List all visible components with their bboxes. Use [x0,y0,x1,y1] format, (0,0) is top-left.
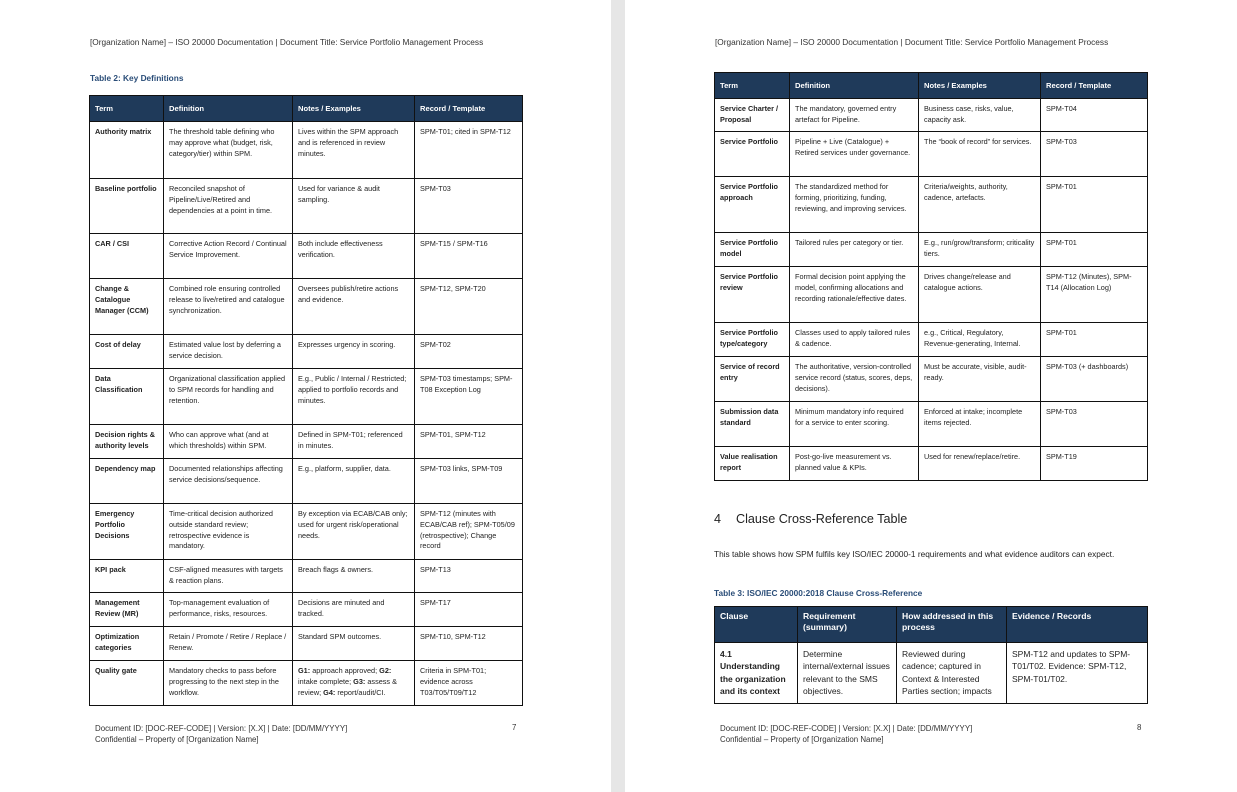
record-cell: SPM-T01 [1041,177,1148,233]
gate-text: approach approved; [310,666,380,675]
column-header-term: Term [715,73,790,99]
term-cell: Decision rights & authority levels [90,425,164,459]
gate-label: G4: [323,687,336,697]
term-cell: Service Portfolio model [715,233,790,267]
notes-cell: Defined in SPM-T01; referenced in minutes. [293,425,415,459]
definition-cell: Retain / Promote / Retire / Replace / Renew. [164,627,293,661]
definition-cell: Corrective Action Record / Continual Service Improvement. [164,234,293,279]
term-cell: Dependency map [90,459,164,504]
term-cell: Service Portfolio review [715,267,790,323]
notes-cell: Drives change/release and catalogue actions. [919,267,1041,323]
term-cell: Value realisation report [715,447,790,481]
notes-cell: By exception via ECAB/CAB only; used for urgent risk/operational needs. [293,504,415,560]
column-header-record: Record / Template [1041,73,1148,99]
table-row [90,661,523,706]
definition-cell: The mandatory, governed entry artefact for Pipeline. [790,99,919,132]
table-row [90,279,523,335]
section-number: 4 [714,512,722,526]
record-cell: SPM-T02 [415,335,523,369]
gate-label: G3: [353,676,366,686]
definition-cell: Classes used to apply tailored rules & cadence. [790,323,919,357]
section-title: Clause Cross-Reference Table [736,512,908,526]
table-row [715,447,1148,481]
table-row [90,335,523,369]
column-header-definition: Definition [790,73,919,99]
definition-cell: Who can approve what (and at which thresholds) within SPM. [164,425,293,459]
term-cell: Cost of delay [90,335,164,369]
page-footer [720,723,972,745]
gate-text: intake complete; [298,676,354,686]
document-page-8 [625,0,1237,792]
notes-cell: The “book of record” for services. [919,132,1041,177]
notes-cell: Used for renew/replace/retire. [919,447,1041,481]
column-header-evidence: Evidence / Records [1007,607,1148,643]
definition-cell: Minimum mandatory info required for a service to enter scoring. [790,402,919,447]
section-heading [714,512,907,526]
notes-cell: Must be accurate, visible, audit-ready. [919,357,1041,402]
definition-cell: Reconciled snapshot of Pipeline/Live/Retired and dependencies at a point in time. [164,179,293,234]
definition-cell: Documented relationships affecting service decisions/sequence. [164,459,293,504]
table-header-row [90,96,523,122]
column-header-requirement: Requirement (summary) [798,607,897,643]
record-cell: SPM-T03 [1041,402,1148,447]
term-cell: Authority matrix [90,122,164,179]
definition-cell: Top-management evaluation of performance, risks, resources. [164,593,293,627]
record-cell: SPM-T01; cited in SPM-T12 [415,122,523,179]
notes-cell [293,661,415,706]
gate-text: report/audit/CI. [335,687,386,697]
definition-cell: Post-go-live measurement vs. planned value & KPIs. [790,447,919,481]
record-cell: Criteria in SPM-T01; evidence across T03/T05/T09/T12 [415,661,523,706]
document-page-7 [0,0,611,792]
notes-cell: Breach flags & owners. [293,560,415,593]
term-cell: Data Classification [90,369,164,425]
record-cell: SPM-T04 [1041,99,1148,132]
column-header-definition: Definition [164,96,293,122]
column-header-term: Term [90,96,164,122]
table-row [90,504,523,560]
column-header-notes: Notes / Examples [293,96,415,122]
table-row [90,560,523,593]
table-caption: Table 3: ISO/IEC 20000:2018 Clause Cross-Reference [714,588,923,598]
page-number: 7 [512,723,517,732]
definition-cell: The authoritative, version-controlled service record (status, scores, deps, decisions). [790,357,919,402]
record-cell: SPM-T03 [1041,132,1148,177]
definition-cell: Estimated value lost by deferring a service decision. [164,335,293,369]
table-row [90,593,523,627]
record-cell: SPM-T03 [415,179,523,234]
footer-confidential: Confidential – Property of [Organization Name] [720,735,884,744]
notes-cell: Oversees publish/retire actions and evidence. [293,279,415,335]
table-row [715,132,1148,177]
requirement-cell: Determine internal/external issues relevant to the SMS objectives. [798,643,897,704]
table-row [715,402,1148,447]
definition-cell: Combined role ensuring controlled release to live/retired and catalogue synchronization. [164,279,293,335]
footer-confidential: Confidential – Property of [Organization Name] [95,735,259,744]
record-cell: SPM-T01, SPM-T12 [415,425,523,459]
table-row [715,643,1148,704]
notes-cell: Expresses urgency in scoring. [293,335,415,369]
column-header-record: Record / Template [415,96,523,122]
clause-cell: 4.1 Understanding the organization and its context [715,643,798,704]
table-header-row [715,607,1148,643]
notes-cell: Criteria/weights, authority, cadence, artefacts. [919,177,1041,233]
table-header-row [715,73,1148,99]
term-cell: Emergency Portfolio Decisions [90,504,164,560]
term-cell: Optimization categories [90,627,164,661]
page-number: 8 [1137,723,1142,732]
notes-cell: E.g., Public / Internal / Restricted; applied to portfolio records and minutes. [293,369,415,425]
table-row [715,357,1148,402]
section-intro-paragraph: This table shows how SPM fulfils key ISO/IEC 20000-1 requirements and what evidence auditors can expect. [714,549,1115,559]
clause-cross-reference-table [714,606,1148,704]
notes-cell: Standard SPM outcomes. [293,627,415,661]
table-row [90,369,523,425]
term-cell: Change & Catalogue Manager (CCM) [90,279,164,335]
notes-cell: E.g., run/grow/transform; criticality tiers. [919,233,1041,267]
term-cell: Management Review (MR) [90,593,164,627]
notes-cell: Enforced at intake; incomplete items rejected. [919,402,1041,447]
definition-cell: Tailored rules per category or tier. [790,233,919,267]
page-footer [95,723,347,745]
record-cell: SPM-T17 [415,593,523,627]
definition-cell: Formal decision point applying the model, confirming allocations and recording rationale/effective dates. [790,267,919,323]
record-cell: SPM-T03 links, SPM-T09 [415,459,523,504]
notes-cell: Used for variance & audit sampling. [293,179,415,234]
column-header-clause: Clause [715,607,798,643]
definition-cell: Pipeline + Live (Catalogue) + Retired services under governance. [790,132,919,177]
page-header: [Organization Name] – ISO 20000 Documentation | Document Title: Service Portfolio Management Process [715,37,1109,47]
notes-cell: Both include effectiveness verification. [293,234,415,279]
gate-text: assess & review; [298,676,397,697]
key-definitions-table [89,95,523,706]
column-header-how-addressed: How addressed in this process [897,607,1007,643]
definition-cell: Time-critical decision authorized outside standard review; retrospective evidence is mandatory. [164,504,293,560]
page-header: [Organization Name] – ISO 20000 Documentation | Document Title: Service Portfolio Management Process [90,37,484,47]
term-cell: Service Portfolio approach [715,177,790,233]
footer-document-info: Document ID: [DOC-REF-CODE] | Version: [X.X] | Date: [DD/MM/YYYY] [720,724,973,733]
record-cell: SPM-T19 [1041,447,1148,481]
footer-document-info: Document ID: [DOC-REF-CODE] | Version: [X.X] | Date: [DD/MM/YYYY] [95,724,348,733]
definition-cell: The standardized method for forming, prioritizing, funding, reviewing, and improving services. [790,177,919,233]
definition-cell: CSF-aligned measures with targets & reaction plans. [164,560,293,593]
definition-cell: Organizational classification applied to SPM records for handling and retention. [164,369,293,425]
how-addressed-cell: Reviewed during cadence; captured in Context & Interested Parties section; impacts [897,643,1007,704]
term-cell: Baseline portfolio [90,179,164,234]
notes-cell: Lives within the SPM approach and is referenced in review minutes. [293,122,415,179]
table-row [90,122,523,179]
term-cell: KPI pack [90,560,164,593]
notes-cell: Decisions are minuted and tracked. [293,593,415,627]
table-caption: Table 2: Key Definitions [90,73,184,83]
record-cell: SPM-T03 timestamps; SPM-T08 Exception Log [415,369,523,425]
record-cell: SPM-T01 [1041,233,1148,267]
column-header-notes: Notes / Examples [919,73,1041,99]
notes-cell: Business case, risks, value, capacity ask. [919,99,1041,132]
record-cell: SPM-T12, SPM-T20 [415,279,523,335]
evidence-cell: SPM-T12 and updates to SPM-T01/T02. Evidence: SPM-T12, SPM-T01/T02. [1007,643,1148,704]
table-row [90,459,523,504]
term-cell: CAR / CSI [90,234,164,279]
term-cell: Submission data standard [715,402,790,447]
table-row [715,323,1148,357]
key-definitions-table-continued [714,72,1148,481]
notes-cell: e.g., Critical, Regulatory, Revenue-generating, Internal. [919,323,1041,357]
term-cell: Service Portfolio [715,132,790,177]
record-cell: SPM-T10, SPM-T12 [415,627,523,661]
term-cell: Quality gate [90,661,164,706]
table-row [715,233,1148,267]
record-cell: SPM-T13 [415,560,523,593]
table-row [90,627,523,661]
definition-cell: Mandatory checks to pass before progressing to the next step in the workflow. [164,661,293,706]
table-row [715,177,1148,233]
gate-label: G2: [379,666,392,675]
table-row [90,179,523,234]
record-cell: SPM-T03 (+ dashboards) [1041,357,1148,402]
record-cell: SPM-T12 (Minutes), SPM-T14 (Allocation Log) [1041,267,1148,323]
notes-cell: E.g., platform, supplier, data. [293,459,415,504]
term-cell: Service of record entry [715,357,790,402]
table-row [90,425,523,459]
table-row [90,234,523,279]
gate-label: G1: [298,666,311,675]
definition-cell: The threshold table defining who may approve what (budget, risk, category/tier) within SPM. [164,122,293,179]
table-row [715,267,1148,323]
table-row [715,99,1148,132]
record-cell: SPM-T01 [1041,323,1148,357]
term-cell: Service Charter / Proposal [715,99,790,132]
record-cell: SPM-T12 (minutes with ECAB/CAB ref); SPM-T05/09 (retrospective); Change record [415,504,523,560]
term-cell: Service Portfolio type/category [715,323,790,357]
record-cell: SPM-T15 / SPM-T16 [415,234,523,279]
